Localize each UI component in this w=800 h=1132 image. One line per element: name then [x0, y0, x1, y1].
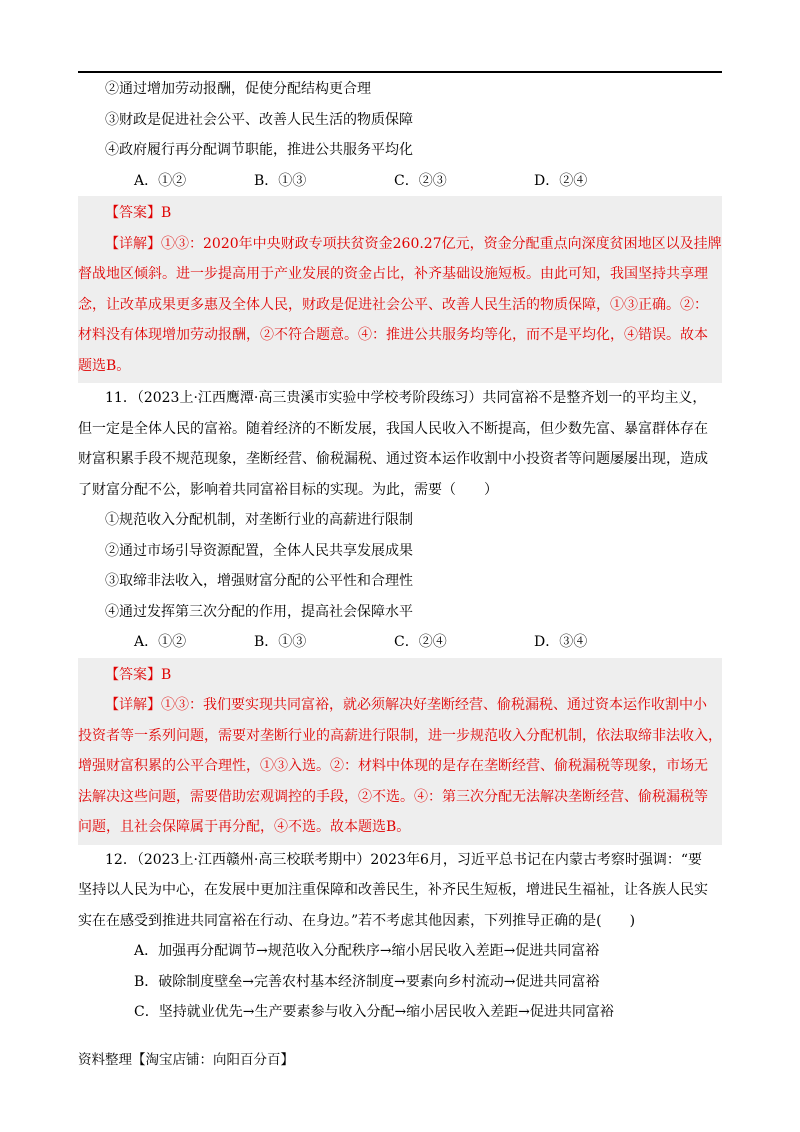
q10-detail-line: 材料没有体现增加劳动报酬，②不符合题意。④：推进公共服务均等化，而不是平均化，④错误。故本	[78, 327, 708, 343]
header-rule	[78, 71, 722, 73]
q10-detail-line: 督战地区倾斜。进一步提高用于产业发展的资金占比，补齐基础设施短板。由此可知，我国坚持共享理	[78, 266, 708, 282]
q10-item: ②通过增加劳动报酬，促使分配结构更合理	[105, 81, 371, 97]
q11-stem-line: 但一定是全体人民的富裕。随着经济的不断发展，我国人民收入不断提高，但少数先富、暴富群体存在	[78, 420, 708, 437]
q10-item: ④政府履行再分配调节职能，推进公共服务平均化	[105, 142, 413, 158]
q11-option-c: C．②④	[394, 634, 447, 650]
q11-detail-line: 问题，且社会保障属于再分配，④不选。故本题选B。	[78, 819, 411, 835]
q12-stem-line: 实在在感受到推进共同富裕在行动、在身边。”若不考虑其他因素，下列推导正确的是( )	[78, 912, 636, 929]
q11-item: ④通过发挥第三次分配的作用，提高社会保障水平	[105, 603, 413, 620]
q11-options	[78, 627, 722, 658]
q12-option-b: B．破除制度壁垒→完善农村基本经济制度→要素向乡村流动→促进共同富裕	[134, 973, 600, 990]
q10-answer-box	[78, 196, 722, 383]
q11-stem-line: 11．（2023上·江西鹰潭·高三贵溪市实验中学校考阶段练习）共同富裕不是整齐划一的平均主义，	[105, 390, 707, 406]
q10-detail-line: 念，让改革成果更多惠及全体人民，财政是促进社会公平、改善人民生活的物质保障，①③正确。②：	[78, 296, 708, 313]
q10-item: ③财政是促进社会公平、改善人民生活的物质保障	[105, 111, 413, 128]
q10-detail-line: 【详解】①③：2020年中央财政专项扶贫资金260.27亿元，资金分配重点向深度贫困地区以及挂牌	[105, 235, 722, 252]
q12-stem-line: 坚持以人民为中心，在发展中更加注重保障和改善民生，补齐民生短板，增进民生福祉，让各族人民实	[78, 882, 708, 898]
q10-option-c: C．②③	[394, 172, 447, 189]
q11-option-b: B．①③	[254, 634, 307, 650]
q11-option-d: D．③④	[534, 634, 588, 650]
q10-option-b: B．①③	[254, 172, 307, 189]
q11-item: ③取缔非法收入，增强财富分配的公平性和合理性	[105, 573, 413, 589]
q12-option-a: A．加强再分配调节→规范收入分配秩序→缩小居民收入差距→促进共同富裕	[134, 943, 600, 959]
q11-answer: 【答案】B	[105, 666, 172, 683]
q11-option-a: A．①②	[134, 634, 187, 650]
q10-detail-line: 题选B。	[78, 357, 131, 374]
q11-stem-line: 了财富分配不公，影响着共同富裕目标的实现。为此，需要（ ）	[78, 481, 498, 498]
q12-stem-line: 12．（2023上·江西赣州·高三校联考期中）2023年6月，习近平总书记在内蒙古考察时强调：“要	[105, 851, 703, 868]
q11-detail-line: 增强财富积累的公平合理性，①③入选。②：材料中体现的是存在垄断经营、偷税漏税等现象，市场无	[78, 758, 708, 774]
q11-detail-line: 【详解】①③：我们要实现共同富裕，就必须解决好垄断经营、偷税漏税、通过资本运作收割中小	[105, 697, 707, 713]
q11-item: ①规范收入分配机制，对垄断行业的高薪进行限制	[105, 512, 413, 528]
q12-option-c: C．坚持就业优先→生产要素参与收入分配→缩小居民收入差距→促进共同富裕	[134, 1004, 614, 1020]
q11-answer-box	[78, 658, 722, 845]
q11-detail-line: 法解决这些问题，需要借助宏观调控的手段，②不选。④：第三次分配无法解决垄断经营、偷税漏税等	[78, 788, 708, 805]
footer-source: 资料整理【淘宝店铺：向阳百分百】	[78, 1052, 294, 1068]
page-content	[78, 74, 722, 1028]
q11-stem-line: 财富积累手段不规范现象，垄断经营、偷税漏税、通过资本运作收割中小投资者等问题屡屡出现，造成	[78, 451, 708, 467]
q10-option-d: D．②④	[534, 172, 588, 189]
q11-item: ②通过市场引导资源配置，全体人民共享发展成果	[105, 542, 413, 559]
q10-answer: 【答案】B	[105, 205, 172, 221]
q10-options	[78, 166, 722, 197]
q10-option-a: A．①②	[134, 172, 187, 189]
q11-detail-line: 投资者等一系列问题，需要对垄断行业的高薪进行限制，进一步规范收入分配机制，依法取缔非法收入，	[78, 727, 722, 744]
